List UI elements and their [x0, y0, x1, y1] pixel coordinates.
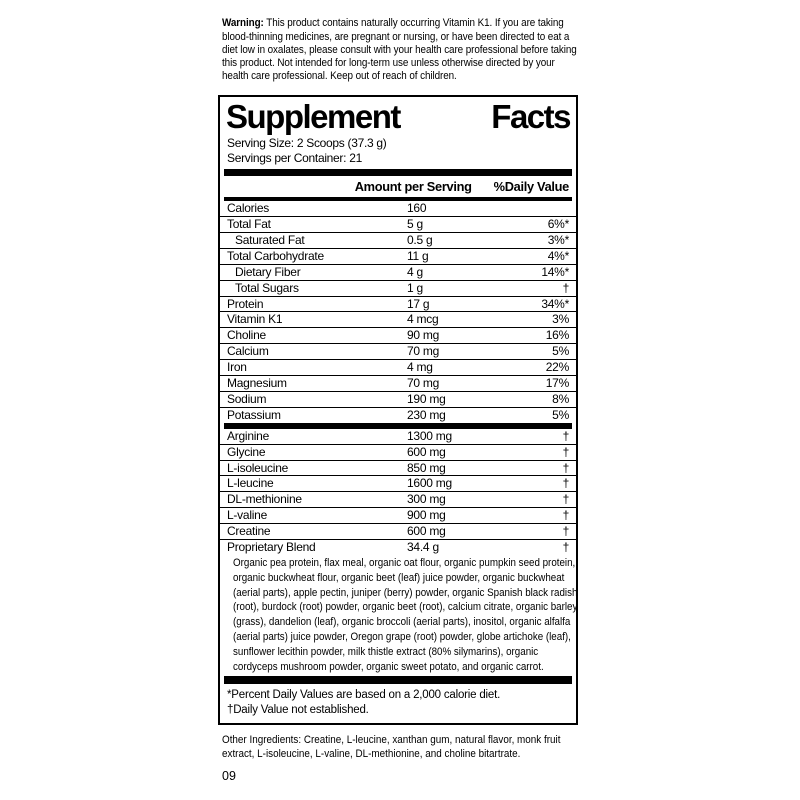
- panel-title-word-2: Facts: [491, 98, 570, 136]
- nutrient-dv: †: [562, 476, 569, 491]
- proprietary-blend-description: Organic pea protein, flax meal, organic oat flour, organic pumpkin seed protein, organic buckwheat flour, organic beet (leaf) juice powder, organic buckwheat (aerial parts), apple pectin, juniper (berry) powder, organic Spanish black radish (root), burdock (root) powder, organic beet (root), calcium citrate, organic barley (grass), dandelion (leaf), organic broccoli (aerial parts), inositol, organic alfalfa (aerial parts) juice powder, Oregon grape (root) powder, globe artichoke (leaf), sunflower lecithin powder, milk thistle extract (80% silymarins), organic cordyceps mushroom powder, organic sweet potato, and organic carrot.: [233, 557, 578, 673]
- nutrient-dv: 3%: [552, 312, 569, 327]
- nutrient-name: Sodium: [227, 391, 267, 406]
- table-row: [220, 476, 576, 492]
- nutrient-dv: 8%: [552, 391, 569, 406]
- nutrient-dv: †: [562, 524, 569, 539]
- nutrient-dv: †: [562, 540, 569, 555]
- column-header-amount: Amount per Serving: [354, 179, 472, 195]
- nutrient-amount: 600 mg: [407, 524, 446, 539]
- nutrient-name: Arginine: [227, 428, 270, 443]
- nutrient-name: Potassium: [227, 407, 281, 422]
- other-ingredients: Other Ingredients: Creatine, L-leucine, xanthan gum, natural flavor, monk fruit extract, L-isoleucine, L-valine, DL-methionine, and choline bitartrate.: [222, 734, 561, 760]
- nutrient-amount: 850 mg: [407, 460, 446, 475]
- nutrient-name: L-valine: [227, 508, 268, 523]
- nutrient-amount: 70 mg: [407, 344, 440, 359]
- nutrient-name: Proprietary Blend: [227, 540, 316, 555]
- nutrient-table-main: [220, 201, 576, 423]
- warning-text: This product contains naturally occurring Vitamin K1. If you are taking blood-thinning medicines, are pregnant or nursing, or have been directed to eat a diet low in oxalates, please consult with your health care professional before taking this product. Not intended for long-term use unless otherwise directed by your health care professional. Keep out of reach of children.: [222, 17, 577, 83]
- nutrient-amount: 4 mcg: [407, 312, 439, 327]
- nutrient-dv: †: [562, 428, 569, 443]
- nutrient-amount: 600 mg: [407, 444, 446, 459]
- column-header-dv: %Daily Value: [493, 179, 569, 195]
- nutrient-name: Creatine: [227, 524, 271, 539]
- nutrient-amount: 4 mg: [407, 360, 433, 375]
- serving-size: Serving Size: 2 Scoops (37.3 g): [227, 136, 387, 151]
- table-row: [220, 445, 576, 461]
- warning-paragraph: [222, 17, 583, 83]
- nutrient-name: Choline: [227, 328, 266, 343]
- nutrient-name: Iron: [227, 360, 247, 375]
- panel-title-word-1: Supplement: [226, 98, 400, 136]
- nutrient-name: Total Sugars: [235, 280, 299, 295]
- nutrient-amount: 300 mg: [407, 492, 446, 507]
- footnote-dagger: †Daily Value not established.: [227, 704, 369, 717]
- nutrient-amount: 1600 mg: [407, 476, 452, 491]
- nutrient-name: L-leucine: [227, 476, 274, 491]
- warning-label: Warning:: [222, 17, 264, 30]
- table-row: [220, 312, 576, 328]
- nutrient-dv: 5%: [552, 344, 569, 359]
- nutrient-name: Dietary Fiber: [235, 264, 301, 279]
- table-row: [220, 217, 576, 233]
- nutrient-dv: 14%*: [541, 264, 569, 279]
- nutrient-amount: 5 g: [407, 216, 423, 231]
- table-row: [220, 249, 576, 265]
- table-row: [220, 328, 576, 344]
- nutrient-name: Protein: [227, 296, 264, 311]
- nutrient-amount: 34.4 g: [407, 540, 439, 555]
- nutrient-name: Calcium: [227, 344, 269, 359]
- table-row: [220, 429, 576, 445]
- divider-thick-bottom: [224, 676, 572, 684]
- footnote-percent-dv: *Percent Daily Values are based on a 2,000 calorie diet.: [227, 689, 501, 702]
- nutrient-table-amino: [220, 429, 576, 555]
- nutrient-dv: 6%*: [547, 216, 569, 231]
- nutrient-amount: 190 mg: [407, 391, 446, 406]
- nutrient-dv: [519, 201, 569, 216]
- nutrient-amount: 1 g: [407, 280, 423, 295]
- page-number: 09: [222, 769, 236, 784]
- table-row: [220, 281, 576, 297]
- nutrient-amount: 160: [407, 201, 427, 216]
- table-row: [220, 461, 576, 477]
- nutrient-name: Magnesium: [227, 376, 287, 391]
- table-row: [220, 508, 576, 524]
- nutrient-name: Total Carbohydrate: [227, 248, 324, 263]
- supplement-facts-panel: [218, 95, 578, 725]
- nutrient-dv: †: [562, 492, 569, 507]
- nutrient-dv: †: [562, 280, 569, 295]
- nutrient-name: Vitamin K1: [227, 312, 283, 327]
- nutrient-dv: †: [562, 460, 569, 475]
- servings-per-container: Servings per Container: 21: [227, 151, 362, 166]
- nutrient-amount: 90 mg: [407, 328, 440, 343]
- table-row: [220, 360, 576, 376]
- table-row: [220, 492, 576, 508]
- table-row: [220, 376, 576, 392]
- nutrient-dv: 5%: [552, 407, 569, 422]
- column-headers: [220, 176, 576, 197]
- table-row: [220, 297, 576, 313]
- nutrient-dv: 17%: [545, 376, 569, 391]
- table-row: [220, 540, 576, 555]
- table-row: [220, 524, 576, 540]
- nutrient-name: DL-methionine: [227, 492, 302, 507]
- nutrient-dv: 34%*: [541, 296, 569, 311]
- nutrient-amount: 17 g: [407, 296, 430, 311]
- nutrient-amount: 70 mg: [407, 376, 440, 391]
- serving-info: [220, 134, 576, 166]
- table-row: [220, 344, 576, 360]
- nutrient-amount: 230 mg: [407, 407, 446, 422]
- nutrient-amount: 0.5 g: [407, 232, 433, 247]
- table-row: [220, 392, 576, 408]
- table-row: [220, 408, 576, 423]
- divider-thick-top: [224, 169, 572, 176]
- nutrient-amount: 11 g: [407, 248, 429, 263]
- table-row: [220, 201, 576, 217]
- nutrient-name: Total Fat: [227, 216, 271, 231]
- nutrient-dv: †: [562, 444, 569, 459]
- nutrient-dv: 22%: [545, 360, 569, 375]
- nutrient-name: Calories: [227, 201, 270, 216]
- nutrient-amount: 900 mg: [407, 508, 446, 523]
- nutrient-dv: 3%*: [547, 232, 569, 247]
- nutrient-dv: 4%*: [547, 248, 569, 263]
- nutrient-name: L-isoleucine: [227, 460, 289, 475]
- nutrient-dv: 16%: [545, 328, 569, 343]
- nutrient-name: Glycine: [227, 444, 266, 459]
- nutrient-amount: 1300 mg: [407, 428, 452, 443]
- nutrient-name: Saturated Fat: [235, 232, 305, 247]
- panel-title: [220, 97, 576, 134]
- footnotes: [220, 684, 576, 723]
- label-content-column: [218, 6, 582, 783]
- nutrient-dv: †: [562, 508, 569, 523]
- table-row: [220, 233, 576, 249]
- nutrient-amount: 4 g: [407, 264, 423, 279]
- table-row: [220, 265, 576, 281]
